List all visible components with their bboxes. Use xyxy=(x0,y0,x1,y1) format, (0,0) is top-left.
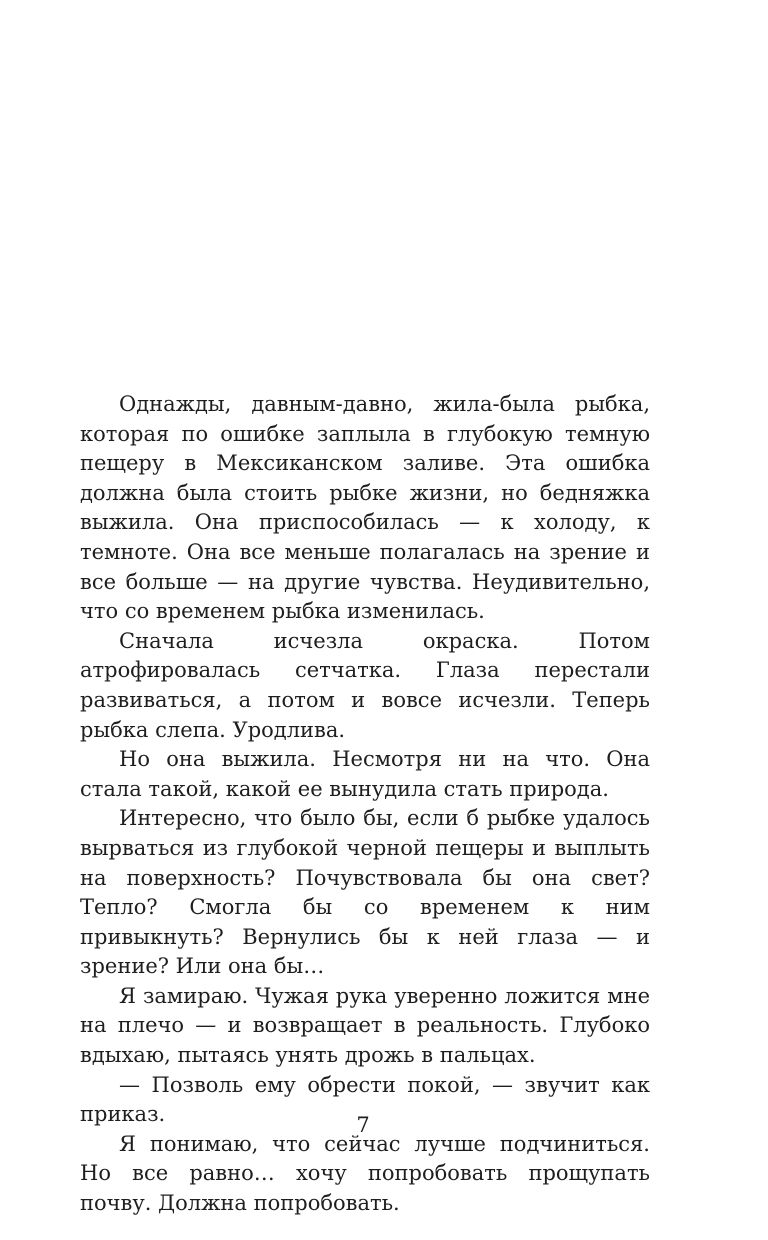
page-number: 7 xyxy=(356,1113,370,1137)
paragraph: Однажды, давным-давно, жила-была рыбка, которая по ошибке заплыла в глубокую темную пещеру в Мексиканском заливе. Эта ошибка должна была стоить рыбке жизни, но бедняжка выжила. Она приспособилась — к холоду, к темноте. Она все меньше полагалась на зрение и все больше — на другие чувства. Неудивительно, что со временем рыбка изменилась. xyxy=(80,392,650,624)
paragraph: Но она выжила. Несмотря ни на что. Она стала такой, какой ее вынудила стать природа. xyxy=(80,747,650,801)
paragraph: Я замираю. Чужая рука уверенно ложится мне на плечо — и возвращает в реальность. Глубоко вдыхаю, пытаясь унять дрожь в пальцах. xyxy=(80,983,650,1068)
paragraph: Интересно, что было бы, если б рыбке удалось вырваться из глубокой черной пещеры и выплыть на поверхность? Почувствовала бы она свет? Тепло? Смогла бы со временем к ним привыкнуть? Вернулись бы к ней глаза — и зрение? Или она бы… xyxy=(80,806,650,979)
paragraph: — Позволь ему обрести покой, — звучит как приказ. xyxy=(80,1072,650,1127)
paragraph: Сначала исчезла окраска. Потом атрофировалась сетчатка. Глаза перестали развиваться, а потом и вовсе исчезли. Теперь рыбка слепа. Уродлива. xyxy=(80,628,650,742)
paragraph: Я понимаю, что сейчас лучше подчиниться. Но все равно… хочу попробовать прощупать почву. Должна попробовать. xyxy=(80,1131,650,1216)
body-text xyxy=(80,390,650,1219)
